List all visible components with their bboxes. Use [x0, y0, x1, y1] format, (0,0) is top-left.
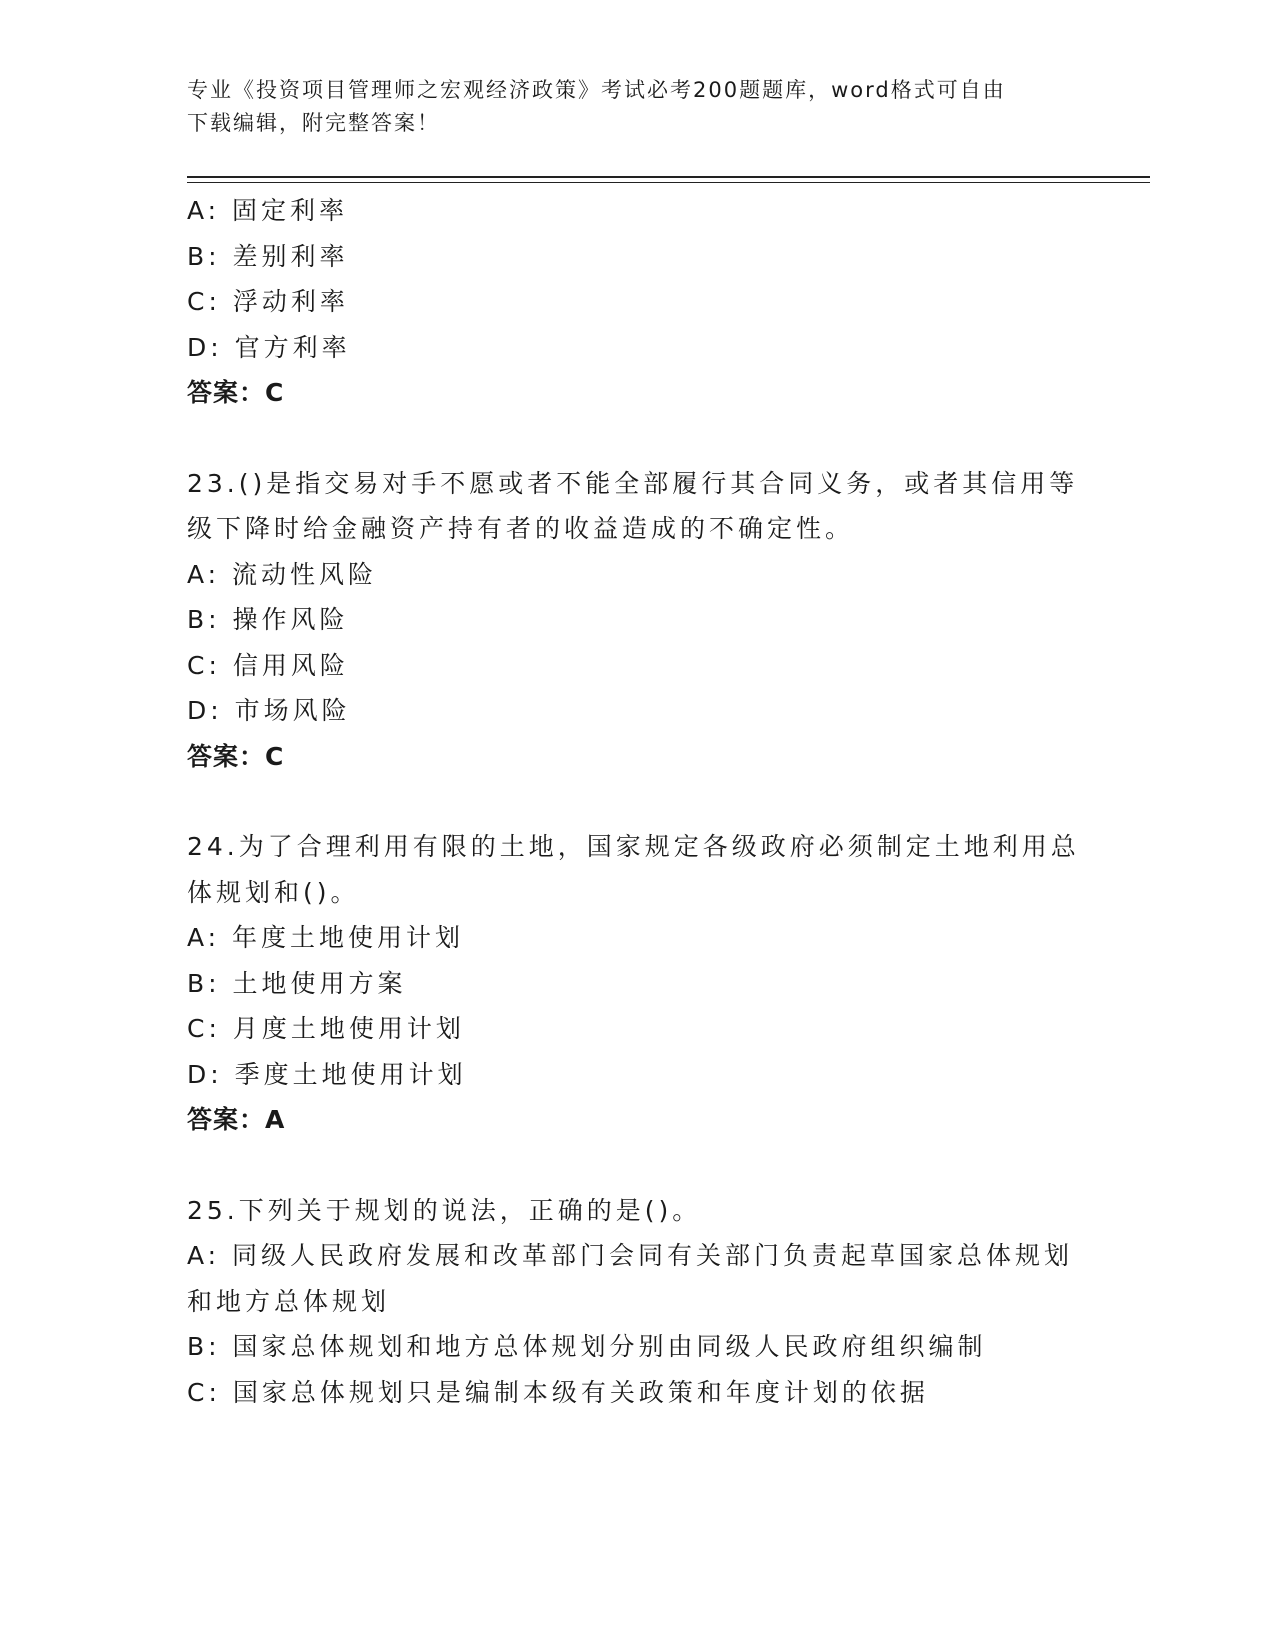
spacer: [187, 779, 1087, 824]
option-c: C: 浮动利率: [187, 287, 349, 316]
question-stem-cont: 级下降时给金融资产持有者的收益造成的不确定性。: [187, 514, 855, 543]
question-stem: 23.()是指交易对手不愿或者不能全部履行其合同义务，或者其信用等: [187, 468, 1079, 498]
question-block-25: [187, 1188, 1087, 1416]
option-a-cont: 和地方总体规划: [187, 1286, 391, 1316]
option-d: D: 市场风险: [187, 696, 351, 725]
answer-label: 答案：A: [187, 1105, 286, 1134]
option-a: A: 流动性风险: [187, 559, 378, 589]
option-c: C: 月度土地使用计划: [187, 1014, 465, 1043]
header-divider-thin: [187, 182, 1150, 183]
header-line-1: 专业《投资项目管理师之宏观经济政策》考试必考200题题库，word格式可自由: [187, 78, 1006, 102]
option-b: B: 国家总体规划和地方总体规划分别由同级人民政府组织编制: [187, 1332, 987, 1361]
option-b: B: 土地使用方案: [187, 968, 407, 998]
option-d: D: 季度土地使用计划: [187, 1059, 467, 1089]
header-line-2: 下载编辑，附完整答案！: [187, 111, 440, 135]
question-list: [187, 188, 1087, 1415]
option-a: A: 同级人民政府发展和改革部门会同有关部门负责起草国家总体规划: [187, 1241, 1074, 1270]
document-header: [187, 74, 1067, 140]
question-block-23: [187, 461, 1087, 780]
question-stem: 24.为了合理利用有限的土地，国家规定各级政府必须制定土地利用总: [187, 832, 1080, 861]
option-a: A: 年度土地使用计划: [187, 923, 465, 952]
answer-label: 答案：C: [187, 378, 285, 407]
spacer: [187, 416, 1087, 461]
option-b: B: 操作风险: [187, 605, 349, 634]
spacer: [187, 1143, 1087, 1188]
option-a: A: 固定利率: [187, 196, 349, 225]
option-c: C: 信用风险: [187, 650, 349, 680]
answer-label: 答案：C: [187, 741, 285, 771]
question-stem-cont: 体规划和()。: [187, 877, 360, 907]
question-block-22: [187, 188, 1087, 416]
option-c: C: 国家总体规划只是编制本级有关政策和年度计划的依据: [187, 1377, 929, 1407]
option-b: B: 差别利率: [187, 241, 349, 271]
option-d: D: 官方利率: [187, 332, 351, 362]
question-block-24: [187, 824, 1087, 1143]
header-divider-thick: [187, 176, 1150, 178]
question-stem: 25.下列关于规划的说法，正确的是()。: [187, 1195, 702, 1225]
